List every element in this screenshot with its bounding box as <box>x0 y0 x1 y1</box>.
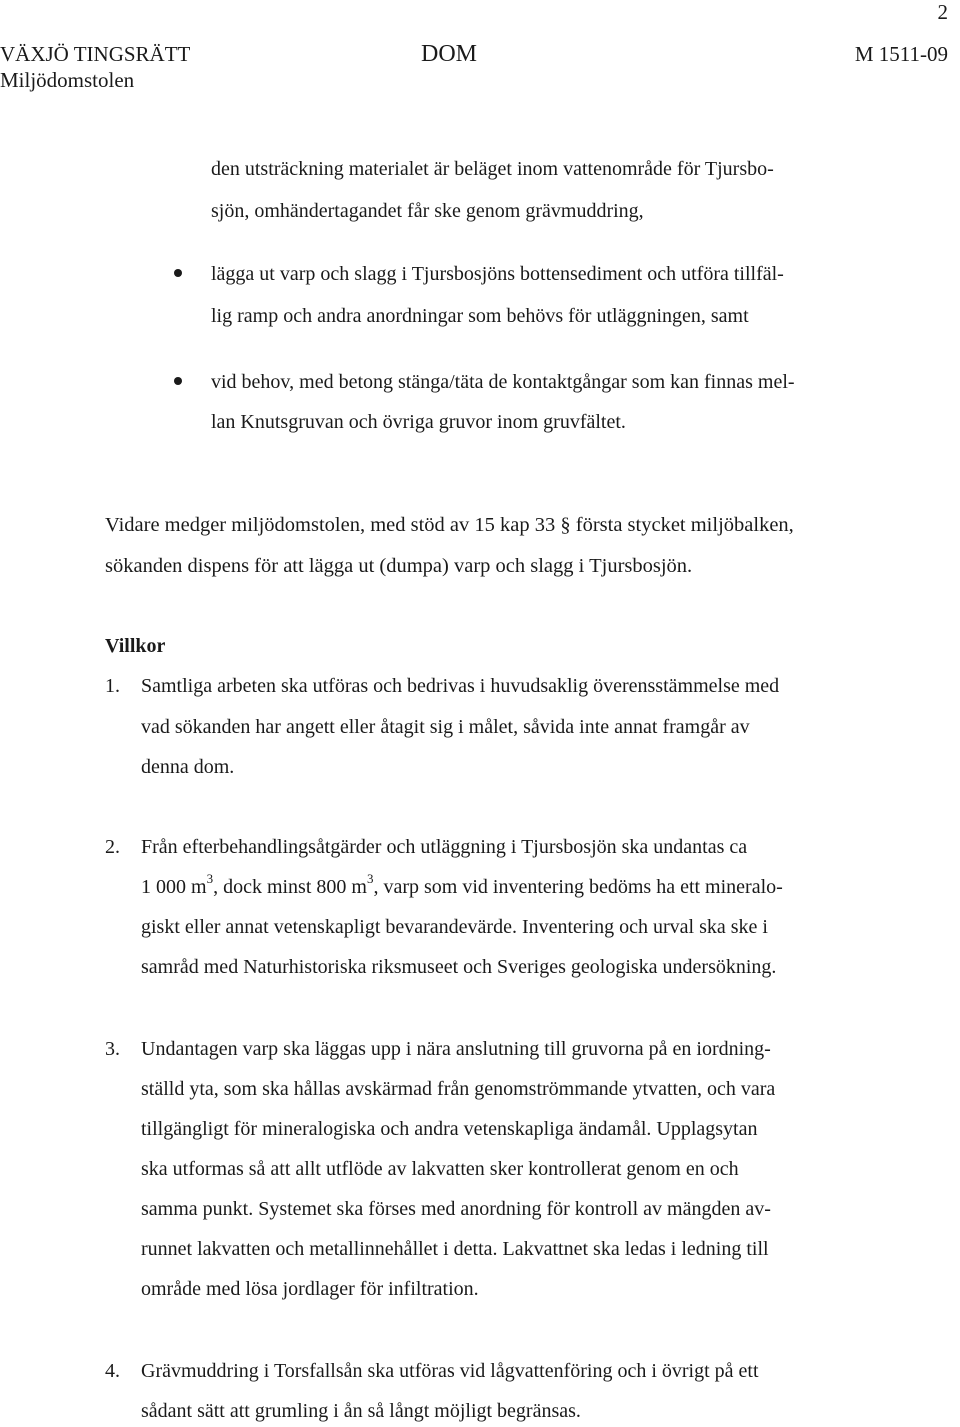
dispens-line: Vidare medger miljödomstolen, med stöd av 15 kap 33 § första stycket miljöbalken, <box>105 514 794 536</box>
condition-line: samråd med Naturhistoriska riksmuseet och Sveriges geologiska undersökning. <box>141 956 777 978</box>
condition-line: Från efterbehandlingsåtgärder och utläggning i Tjursbosjön ska undantas ca <box>141 836 748 858</box>
condition-text-part: , varp som vid inventering bedöms ha ett mineralo- <box>373 876 783 898</box>
condition-number: 1. <box>105 675 120 697</box>
condition-line: ska utformas så att allt utflöde av lakvatten sker kontrollerat genom en och <box>141 1158 739 1180</box>
intro-line: den utsträckning materialet är beläget inom vattenområde för Tjursbo- <box>211 158 774 180</box>
bullet-line: vid behov, med betong stänga/täta de kontaktgångar som kan finnas mel- <box>211 371 795 393</box>
condition-line: Undantagen varp ska läggas upp i nära anslutning till gruvorna på en iordning- <box>141 1038 771 1060</box>
condition-number: 3. <box>105 1038 120 1060</box>
page-number: 2 <box>937 0 948 24</box>
court-name: VÄXJÖ TINGSRÄTT <box>0 42 191 66</box>
bullet-line: lig ramp och andra anordningar som behövs för utläggningen, samt <box>211 305 749 327</box>
condition-line: Samtliga arbeten ska utföras och bedrivas i huvudsaklig överensstämmelse med <box>141 675 780 697</box>
condition-line: denna dom. <box>141 756 235 778</box>
condition-line: giskt eller annat vetenskapligt bevarandevärde. Inventering och urval ska ske i <box>141 916 768 938</box>
dispens-line: sökanden dispens för att lägga ut (dumpa) varp och slagg i Tjursbosjön. <box>105 555 693 577</box>
superscript: 3 <box>206 871 214 887</box>
bullet-line: lan Knutsgruvan och övriga gruvor inom gruvfältet. <box>211 411 626 433</box>
court-division: Miljödomstolen <box>0 68 135 92</box>
condition-text-part: , dock minst 800 m <box>213 876 367 898</box>
intro-line: sjön, omhändertagandet får ske genom grävmuddring, <box>211 200 644 222</box>
condition-line: samma punkt. Systemet ska förses med anordning för kontroll av mängden av- <box>141 1198 771 1220</box>
condition-line: område med lösa jordlager för infiltration. <box>141 1278 479 1300</box>
document-type: DOM <box>421 41 478 67</box>
bullet-icon <box>174 377 182 385</box>
condition-text-part: 1 000 m <box>141 876 207 898</box>
condition-line: vad sökanden har angett eller åtagit sig i målet, såvida inte annat framgår av <box>141 716 750 738</box>
condition-line: runnet lakvatten och metallinnehållet i detta. Lakvattnet ska ledas i ledning till <box>141 1238 769 1260</box>
case-number: M 1511-09 <box>854 42 948 66</box>
condition-line: Grävmuddring i Torsfallsån ska utföras vid lågvattenföring och i övrigt på ett <box>141 1360 759 1382</box>
villkor-heading: Villkor <box>105 635 166 657</box>
condition-number: 2. <box>105 836 120 858</box>
superscript: 3 <box>366 871 374 887</box>
condition-line <box>141 871 783 899</box>
condition-line: tillgängligt för mineralogiska och andra vetenskapliga ändamål. Upplagsytan <box>141 1118 758 1140</box>
bullet-line: lägga ut varp och slagg i Tjursbosjöns bottensediment och utföra tillfäl- <box>211 263 784 285</box>
condition-number: 4. <box>105 1360 120 1382</box>
bullet-icon <box>174 269 182 277</box>
condition-line: ställd yta, som ska hållas avskärmad från genomströmmande ytvatten, och vara <box>141 1078 776 1100</box>
condition-line: sådant sätt att grumling i ån så långt möjligt begränsas. <box>141 1400 581 1422</box>
